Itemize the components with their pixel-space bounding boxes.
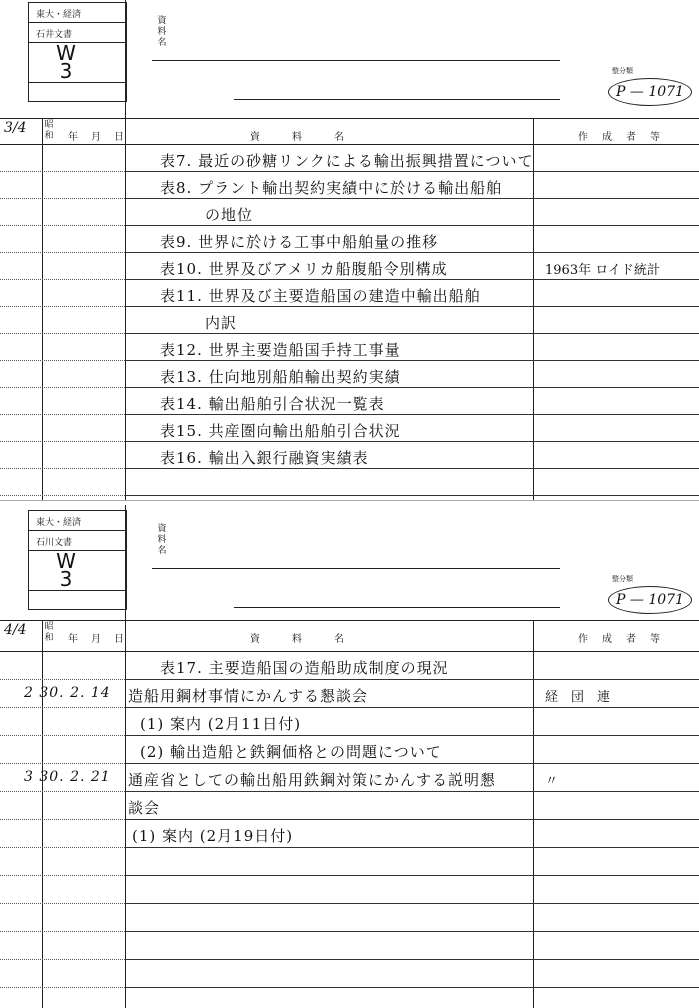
stamp-line2: 石井文書 [36, 30, 73, 40]
header-title: 資 料 名 [250, 132, 348, 143]
row-rule [125, 987, 699, 988]
row-rule [125, 931, 699, 932]
row-rule-date [0, 679, 125, 680]
row-rule-date [0, 847, 125, 848]
header-top-line [0, 620, 699, 621]
row-rule [125, 875, 699, 876]
entry-title: 表16. 輸出入銀行融資実績表 [160, 449, 369, 467]
row-rule-date [0, 252, 125, 253]
stamp-divider [28, 42, 125, 43]
material-label-char: 料 [157, 27, 167, 37]
row-rule-date [0, 495, 125, 496]
row-rule-date [0, 360, 125, 361]
entry-title: 内訳 [205, 314, 238, 332]
stamp-divider [28, 550, 125, 551]
page-mark: 3/4 [4, 120, 27, 136]
entry-title: の地位 [205, 206, 254, 224]
catalog-code: P — 1071 [608, 586, 692, 614]
row-rule-date [0, 875, 125, 876]
header-month: 月 [91, 634, 103, 645]
catalog-code: P — 1071 [608, 78, 692, 106]
entry-title: (1) 案内 (2月19日付) [132, 827, 294, 845]
stamp-divider [28, 82, 125, 83]
stamp-divider [28, 590, 125, 591]
entry-title: (2) 輸出造船と鉄鋼価格との問題について [140, 743, 442, 761]
row-rule [125, 279, 699, 280]
row-rule [125, 414, 699, 415]
row-rule-date [0, 959, 125, 960]
entry-title: 表11. 世界及び主要造船国の建造中輸出船舶 [160, 287, 481, 305]
row-rule [125, 360, 699, 361]
row-rule [125, 819, 699, 820]
header-day: 日 [114, 132, 126, 143]
entry-title: 表13. 仕向地別船舶輸出契約実績 [160, 368, 401, 386]
row-rule [125, 333, 699, 334]
row-rule-date [0, 333, 125, 334]
row-rule-date [0, 763, 125, 764]
stamp-line1: 東大・経済 [36, 518, 82, 528]
row-rule [125, 198, 699, 199]
entry-author: 1963年 ロイド統計 [545, 263, 660, 278]
header-year: 年 [68, 132, 80, 143]
entry-title: 表17. 主要造船国の造船助成制度の現況 [160, 659, 449, 677]
entry-title: 表14. 輸出船舶引合状況一覧表 [160, 395, 385, 413]
row-rule-date [0, 387, 125, 388]
stamp-letter: W [56, 41, 76, 65]
material-name-line [152, 60, 560, 61]
header-month: 月 [91, 132, 103, 143]
row-rule-date [0, 414, 125, 415]
entry-title: 表7. 最近の砂糖リンクによる輸出振興措置について [160, 152, 534, 170]
header-title: 資 料 名 [250, 634, 348, 645]
entry-author: 〃 [545, 774, 559, 789]
header-bottom-line [0, 144, 699, 145]
row-rule [125, 468, 699, 469]
entry-title: 表10. 世界及びアメリカ船腹船令別構成 [160, 260, 448, 278]
row-rule-date [0, 279, 125, 280]
entry-title: 表15. 共産圏向輸出船舶引合状況 [160, 422, 401, 440]
stamp-divider [28, 530, 125, 531]
stamp-letter: W [56, 549, 76, 573]
material-name-line [234, 99, 560, 100]
era-label: 和 [44, 633, 54, 643]
era-label: 昭 [44, 120, 54, 130]
row-rule [125, 763, 699, 764]
row-rule-date [0, 441, 125, 442]
entry-date: 3 30. 2. 21 [24, 769, 111, 785]
page-mark: 4/4 [4, 622, 27, 638]
row-rule [125, 959, 699, 960]
row-rule [125, 252, 699, 253]
column-divider [42, 118, 43, 500]
row-rule [125, 735, 699, 736]
era-label: 昭 [44, 622, 54, 632]
header-author: 作 成 者 等 [578, 634, 662, 645]
entry-title: 表9. 世界に於ける工事中船舶量の推移 [160, 233, 439, 251]
row-rule-date [0, 735, 125, 736]
header-top-line [0, 118, 699, 119]
row-rule-date [0, 225, 125, 226]
row-rule-date [0, 931, 125, 932]
entry-title: 通産省としての輸出船用鉄鋼対策にかんする説明懇 [128, 771, 497, 789]
row-rule [125, 791, 699, 792]
stamp-line1: 東大・経済 [36, 10, 82, 20]
row-rule [125, 225, 699, 226]
material-name-line [152, 568, 560, 569]
code-label: 整分類 [612, 575, 633, 583]
header-year: 年 [68, 634, 80, 645]
column-divider [125, 0, 126, 500]
material-label-char: 料 [157, 535, 167, 545]
header-author: 作 成 者 等 [578, 132, 662, 143]
material-label-char: 資 [157, 524, 167, 534]
row-rule [125, 707, 699, 708]
material-label-char: 名 [157, 38, 167, 48]
row-rule [125, 847, 699, 848]
row-rule [125, 387, 699, 388]
entry-title: 談会 [128, 799, 161, 817]
section-separator [0, 500, 699, 501]
code-label: 整分類 [612, 67, 633, 75]
stamp-line2: 石川文書 [36, 538, 73, 548]
entry-title: (1) 案内 (2月11日付) [140, 715, 302, 733]
header-day: 日 [114, 634, 126, 645]
header-bottom-line [0, 651, 699, 652]
row-rule [125, 441, 699, 442]
entry-title: 表8. プラント輸出契約実績中に於ける輸出船舶 [160, 179, 503, 197]
entry-date: 2 30. 2. 14 [24, 685, 111, 701]
column-divider [125, 505, 126, 1008]
era-label: 和 [44, 131, 54, 141]
row-rule [125, 495, 699, 496]
entry-title: 造船用鋼材事情にかんする懇談会 [128, 687, 369, 705]
material-label-char: 名 [157, 546, 167, 556]
material-name-line [234, 607, 560, 608]
row-rule [125, 306, 699, 307]
row-rule-date [0, 468, 125, 469]
row-rule [125, 679, 699, 680]
row-rule-date [0, 707, 125, 708]
material-label-char: 資 [157, 16, 167, 26]
row-rule-date [0, 791, 125, 792]
row-rule-date [0, 819, 125, 820]
row-rule-date [0, 306, 125, 307]
row-rule-date [0, 903, 125, 904]
stamp-number: 3 [59, 567, 73, 591]
stamp-divider [28, 22, 125, 23]
row-rule-date [0, 987, 125, 988]
row-rule-date [0, 198, 125, 199]
row-rule [125, 903, 699, 904]
column-divider [533, 118, 534, 500]
stamp-number: 3 [59, 59, 73, 83]
entry-author: 経 団 連 [545, 690, 611, 705]
row-rule-date [0, 171, 125, 172]
row-rule [125, 171, 699, 172]
entry-title: 表12. 世界主要造船国手持工事量 [160, 341, 401, 359]
